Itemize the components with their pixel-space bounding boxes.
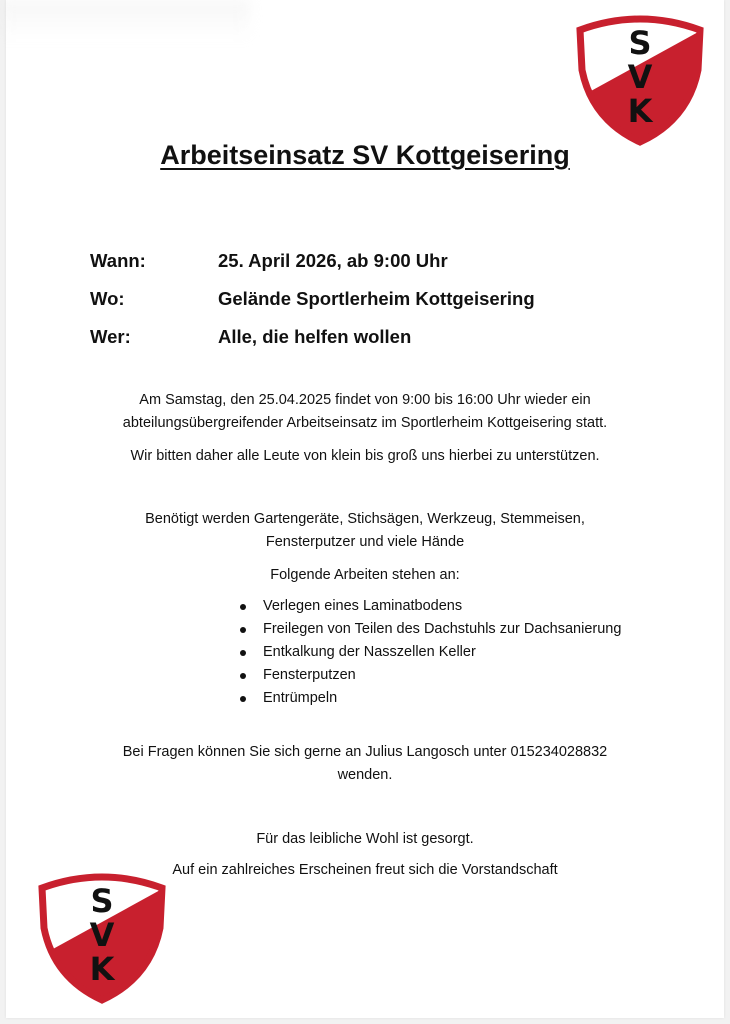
- top-smudge: [0, 0, 250, 40]
- wo-value: Gelände Sportlerheim Kottgeisering: [218, 288, 535, 309]
- wer-value: Alle, die helfen wollen: [218, 326, 412, 347]
- logo-letter-v: V: [89, 916, 115, 954]
- wo-label: Wo:: [90, 288, 125, 309]
- contact-line-1: Bei Fragen können Sie sich gerne an Julius Langosch unter 015234028832: [122, 744, 608, 760]
- list-item: Fensterputzen: [238, 664, 621, 687]
- wann-value: 25. April 2026, ab 9:00 Uhr: [218, 250, 448, 271]
- logo-letter-v: V: [627, 58, 653, 96]
- intro-paragraph: [0, 389, 730, 435]
- closing-note: Auf ein zahlreiches Erscheinen freut sich die Vorstandschaft: [172, 862, 558, 878]
- contact-paragraph: [0, 741, 730, 787]
- page-title: Arbeitseinsatz SV Kottgeisering: [160, 140, 570, 170]
- intro-line-2: abteilungsübergreifender Arbeitseinsatz im Sportlerheim Kottgeisering statt.: [122, 415, 608, 431]
- needed-line-1: Benötigt werden Gartengeräte, Stichsägen, Werkzeug, Stemmeisen,: [145, 511, 585, 527]
- info-row-wo: [90, 288, 535, 310]
- task-list: [238, 595, 621, 710]
- list-item: Freilegen von Teilen des Dachstuhls zur Dachsanierung: [238, 618, 621, 641]
- list-item: Verlegen eines Laminatbodens: [238, 595, 621, 618]
- wann-label: Wann:: [90, 250, 146, 271]
- svk-logo-bottom: [32, 868, 172, 1008]
- needed-line-2: Fensterputzer und viele Hände: [265, 534, 465, 550]
- tasks-intro: Folgende Arbeiten stehen an:: [270, 567, 460, 583]
- list-item: Entkalkung der Nasszellen Keller: [238, 641, 621, 664]
- ask-paragraph: Wir bitten daher alle Leute von klein bis groß uns hierbei zu unterstützen.: [130, 448, 600, 464]
- info-row-wann: [90, 250, 448, 272]
- info-row-wer: [90, 326, 411, 348]
- svk-logo-top: [570, 10, 710, 150]
- food-note: Für das leibliche Wohl ist gesorgt.: [256, 831, 474, 847]
- logo-letter-k: K: [627, 92, 653, 130]
- logo-letter-s: S: [90, 882, 114, 920]
- wer-label: Wer:: [90, 326, 131, 347]
- logo-letter-k: K: [89, 950, 115, 988]
- list-item: Entrümpeln: [238, 687, 621, 710]
- needed-paragraph: [0, 508, 730, 554]
- intro-line-1: Am Samstag, den 25.04.2025 findet von 9:00 bis 16:00 Uhr wieder ein: [139, 392, 591, 408]
- logo-letter-s: S: [628, 24, 652, 62]
- contact-line-2: wenden.: [337, 767, 393, 783]
